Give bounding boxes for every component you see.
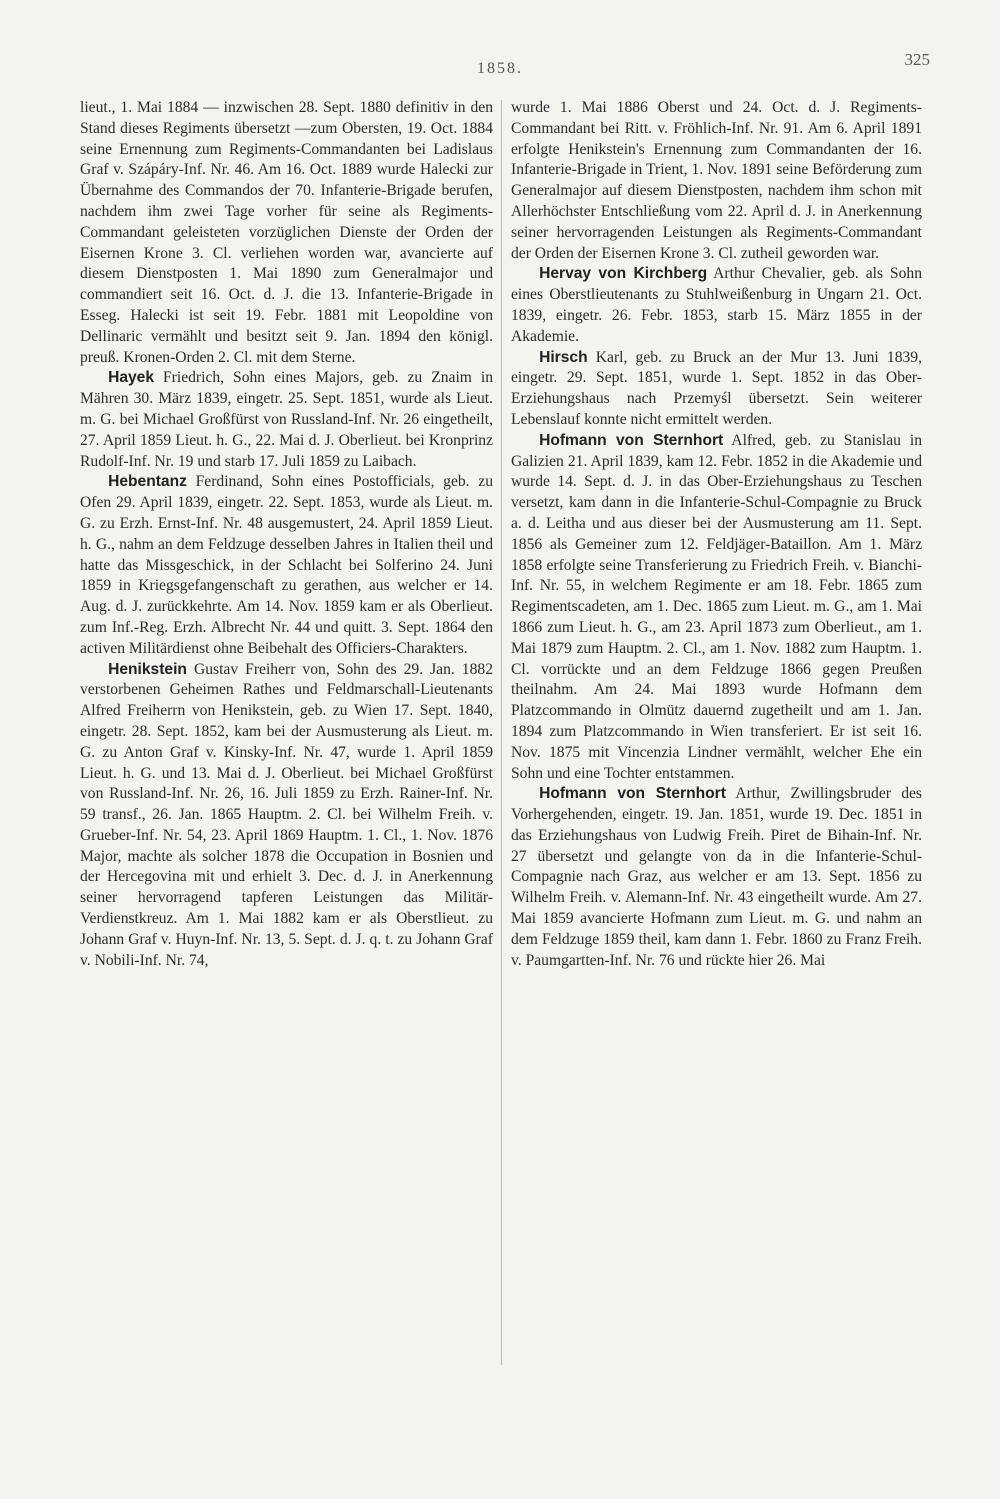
entry-text: Friedrich, Sohn eines Majors, geb. zu Znaim in Mähren 30. März 1839, eingetr. 25. Sept. 1851, wurde als Lieut. m. G. bei Michael Großfürst von Russland-Inf. Nr. 26 eingetheilt, 27. April 1859 Lieut. h. G., 22. Mai d. J. Oberlieut. bei Kronprinz Rudolf-Inf. Nr. 19 und starb 17. Juli 1859 zu Laibach.	[80, 369, 493, 470]
entry-henikstein	[80, 660, 493, 972]
entry-name: Hofmann von Sternhort	[539, 431, 724, 449]
left-column	[80, 98, 493, 971]
entry-text: Gustav Freiherr von, Sohn des 29. Jan. 1882 verstorbenen Geheimen Rathes und Feldmarschall-Lieutenants Alfred Freiherrn von Henikstein, geb. zu Wien 17. Sept. 1840, eingetr. 28. Sept. 1852, kam bei der Ausmusterung als Lieut. m. G. zu Anton Graf v. Kinsky-Inf. Nr. 47, wurde 1. April 1859 Lieut. h. G. und 13. Mai d. J. Oberlieut. bei Michael Großfürst von Russland-Inf. Nr. 26, 16. Juli 1859 zu Erzh. Rainer-Inf. Nr. 59 transf., 26. Jan. 1865 Hauptm. 2. Cl. bei Wilhelm Freih. v. Grueber-Inf. Nr. 54, 23. April 1869 Hauptm. 1. Cl., 1. Nov. 1876 Major, machte als solcher 1878 die Occupation in Bosnien und der Hercegovina mit und erhielt 3. Dec. d. J. in Anerkennung seiner hervorragend tapferen Leistungen das Militär-Verdienstkreuz. Am 1. Mai 1882 kam er als Oberstlieut. zu Johann Graf v. Huyn-Inf. Nr. 13, 5. Sept. d. J. q. t. zu Johann Graf v. Nobili-Inf. Nr. 74,	[80, 660, 493, 969]
entry-hofmann-alfred	[511, 431, 922, 785]
continued-entry-halecki	[80, 98, 493, 368]
entry-name: Hirsch	[539, 348, 588, 366]
entry-hirsch	[511, 348, 922, 431]
entry-hebentanz	[80, 472, 493, 659]
entry-hofmann-arthur	[511, 784, 922, 971]
entry-text: Alfred, geb. zu Stanislau in Galizien 21. April 1839, kam 12. Febr. 1852 in die Akademie und wurde 14. Sept. d. J. in das Ober-Erziehungshaus zu Teschen versetzt, kam dann in die Infanterie-Schul-Compagnie zu Bruck a. d. Leitha und aus dieser bei der Ausmusterung am 11. Sept. 1856 als Gemeiner zum 12. Feldjäger-Bataillon. Am 1. März 1858 erfolgte seine Transferierung zu Friedrich Freih. v. Bianchi-Inf. Nr. 55, in welchem Regimente er am 18. Febr. 1865 zum Regimentscadeten, am 1. Dec. 1865 zum Lieut. m. G., am 1. Mai 1866 zum Lieut. h. G., am 23. April 1873 zum Oberlieut., am 1. Mai 1879 zum Hauptm. 2. Cl., am 1. Nov. 1882 zum Hauptm. 1. Cl. vorrückte und an dem Feldzuge 1866 gegen Preußen theilnahm. Am 24. Mai 1893 wurde Hofmann dem Platzcommando in Olmütz dauernd zugetheilt und am 1. Jan. 1894 zum Platzcommando in Wien transferiert. Er ist seit 16. Nov. 1875 mit Vincenzia Lindner vermählt, welcher Ehe ein Sohn und eine Tochter entstammen.	[511, 431, 922, 782]
entry-hervay	[511, 264, 922, 347]
page-number: 325	[904, 50, 930, 69]
entry-name: Henikstein	[108, 660, 187, 678]
entry-text: Arthur, Zwillingsbruder des Vorhergehenden, eingetr. 19. Jan. 1851, wurde 19. Dec. 1851 in das Erziehungshaus von Ludwig Freih. Piret de Bihain-Inf. Nr. 27 übersetzt und gelangte von da in die Infanterie-Schul-Compagnie nach Graz, aus welcher er am 13. Sept. 1856 zu Wilhelm Freih. v. Alemann-Inf. Nr. 43 eingetheilt wurde. Am 27. Mai 1859 avancierte Hofmann zum Lieut. m. G. und nahm an dem Feldzuge 1859 theil, kam dann 1. Febr. 1860 zu Franz Freih. v. Paumgartten-Inf. Nr. 76 und rückte hier 26. Mai	[511, 785, 922, 969]
entry-text: wurde 1. Mai 1886 Oberst und 24. Oct. d. J. Regiments-Commandant bei Ritt. v. Fröhlich-Inf. Nr. 91. Am 6. April 1891 erfolgte Henikstein's Ernennung zum Commandanten der 16. Infanterie-Brigade in Trient, 1. Nov. 1891 seine Beförderung zum Generalmajor auf diesem Dienstposten, nachdem ihm schon mit Allerhöchster Entschließung vom 22. April d. J. in Anerkennung seiner hervorragenden Leistungen als Regiments-Commandant der Orden der Eisernen Krone 3. Cl. zutheil geworden war.	[511, 99, 922, 262]
entry-name: Hebentanz	[108, 473, 187, 491]
column-divider	[501, 100, 502, 1365]
continued-entry-henikstein	[511, 98, 922, 264]
entry-text: Karl, geb. zu Bruck an der Mur 13. Juni 1839, eingetr. 29. Sept. 1851, wurde 1. Sept. 1852 in das Ober-Erziehungshaus nach Przemyśl übersetzt. Sein weiterer Lebenslauf konnte nicht ermittelt werden.	[511, 348, 922, 428]
entry-name: Hervay von Kirchberg	[539, 265, 708, 283]
entry-hayek	[80, 368, 493, 472]
entry-name: Hayek	[108, 369, 155, 387]
entry-text: Arthur Chevalier, geb. als Sohn eines Oberstlieutenants zu Stuhlweißenburg in Ungarn 21. Oct. 1839, eingetr. 26. Febr. 1853, starb 15. März 1855 in der Akademie.	[511, 265, 922, 345]
running-header-year: 1858.	[477, 60, 523, 77]
right-column	[511, 98, 922, 971]
entry-text: Ferdinand, Sohn eines Postofficials, geb. zu Ofen 29. April 1839, eingetr. 22. Sept. 1853, wurde als Lieut. m. G. zu Erzh. Ernst-Inf. Nr. 48 ausgemustert, 24. April 1859 Lieut. h. G., nahm an dem Feldzuge desselben Jahres in Italien theil und hatte das Missgeschick, in der Schlacht bei Solferino 24. Juni 1859 in Kriegsgefangenschaft zu gerathen, aus welcher er 14. Aug. d. J. zurückkehrte. Am 14. Nov. 1859 kam er als Oberlieut. zum Inf.-Reg. Erzh. Albrecht Nr. 44 und quitt. 3. Sept. 1864 den activen Militärdienst ohne Beibehalt des Officiers-Charakters.	[80, 473, 493, 657]
entry-text: lieut., 1. Mai 1884 — inzwischen 28. Sept. 1880 definitiv in den Stand dieses Regiments übersetzt —zum Obersten, 19. Oct. 1884 seine Ernennung zum Regiments-Commandanten bei Ladislaus Graf v. Szápáry-Inf. Nr. 46. Am 16. Oct. 1889 wurde Halecki zur Übernahme des Commandos der 70. Infanterie-Brigade berufen, nachdem ihm zwei Tage vorher für seine als Regiments-Commandant geleisteten vorzüglichen Dienste der Orden der Eisernen Krone 3. Cl. verliehen worden war, avancierte auf diesem Dienstposten 1. Mai 1890 zum Generalmajor und commandiert seit 16. Oct. d. J. die 13. Infanterie-Brigade in Esseg. Halecki ist seit 19. Febr. 1881 mit Leopoldine von Dellinaric vermählt und besitzt seit 9. Jan. 1894 den königl. preuß. Kronen-Orden 2. Cl. mit dem Sterne.	[80, 99, 493, 366]
entry-name: Hofmann von Sternhort	[539, 785, 726, 803]
